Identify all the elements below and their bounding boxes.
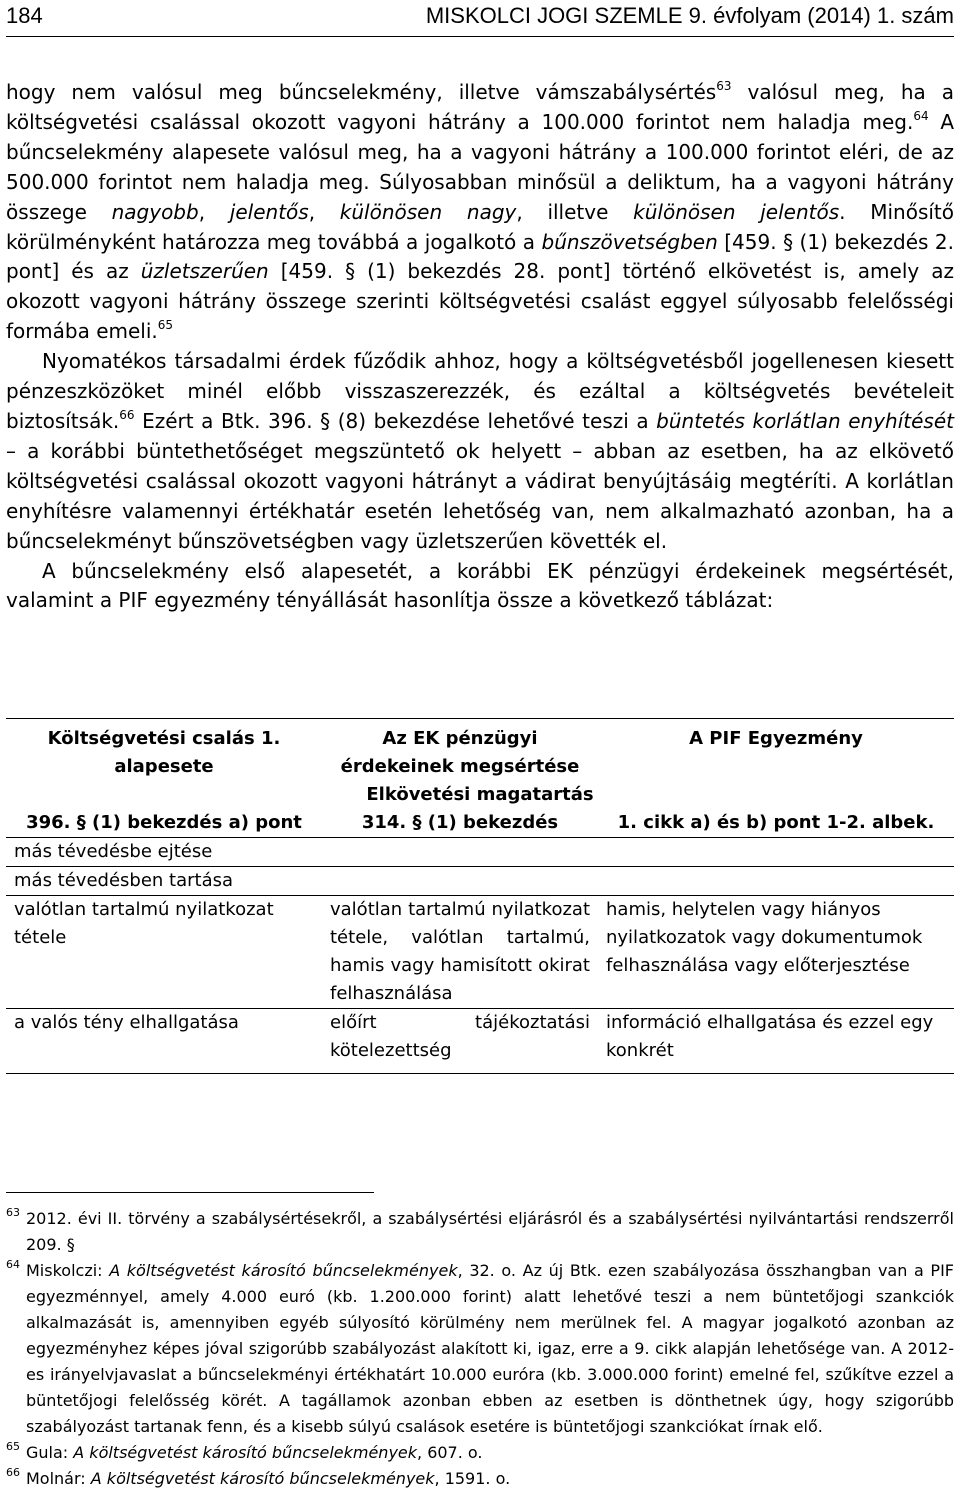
- table-cell: valótlan tartalmú nyilatkozat tétele: [6, 896, 322, 1009]
- text-run: ,: [198, 199, 230, 224]
- paragraph-1: [6, 78, 954, 347]
- table-row: [6, 896, 954, 1009]
- table-cell: [322, 838, 598, 867]
- footnote-author: Gula:: [26, 1443, 74, 1462]
- table-section-title: Elkövetési magatartás: [366, 784, 594, 805]
- emphasis: nagyobb: [111, 199, 199, 224]
- emphasis: jelentős: [229, 199, 309, 224]
- footnote-work-title: A költségvetést károsító bűncselekmények: [73, 1443, 418, 1462]
- table-cell: 1. cikk a) és b) pont 1-2. albek.: [617, 812, 935, 833]
- emphasis: bűnszövetségben: [541, 229, 718, 254]
- page-number: 184: [6, 3, 43, 28]
- text-run: Ezért a Btk. 396. § (8) bekezdése lehetővé teszi a: [134, 408, 657, 433]
- footnote-mark: 63: [6, 1206, 20, 1219]
- table-row: [6, 838, 954, 867]
- footnote-text: , 1591. o.: [434, 1469, 511, 1488]
- paragraph-2: [6, 347, 954, 556]
- table-cell: 396. § (1) bekezdés a) pont: [26, 812, 302, 833]
- footnote-ref[interactable]: 63: [716, 79, 732, 93]
- table-cell: valótlan tartalmú nyilatkozat tétele, valótlan tartalmú, hamis vagy hamisított okirat felhasználása: [322, 896, 598, 1009]
- footnote-text: , 32. o. Az új Btk. ezen szabályozása összhangban van a PIF egyezménnyel, amely 4.000 euró (kb. 1.200.000 forint) alatt lehetővé teszi a nem büntetőjogi szankciók alkalmazását is, amennyiben egyéb súlyosító körülmény nem merülnek fel. A magyar jogalkotó azonban az egyezményhez képes jóval szigorúbb szabályozást alakított ki, igaz, erre a 9. cikk alapján lehetősége van. A 2012-es irányelvjavaslat a bűncselekményi értékhatárt 10.000 euróra (kb. 3.000.000 forint) emelné fel, szűkítve ezzel a büntetőjogi felelősség körét. A tagállamok azonban ebben az esetben is dönthetnek úgy, hogy szigorúbb szabályozást tartanak fenn, és a kisebb súlyú csalások esetére is büntetőjogi szankciókat írnak elő.: [26, 1261, 954, 1436]
- text-run: Nyomatékos társadalmi érdek fűződik ahhoz, hogy a költségvetésből jogellenesen kiesett pénzeszközöket minél előbb visszaszerezzék, és ezáltal a költségvetés bevételeit biztosítsák.: [6, 349, 954, 433]
- text-run: , illetve: [516, 199, 634, 224]
- footnote-author: Molnár:: [26, 1469, 91, 1488]
- table-section-row: [6, 781, 954, 809]
- table-cell: más tévedésben tartása: [6, 867, 322, 896]
- text-run: . Minősítő körülményként határozza meg továbbá a jogalkotó a: [6, 199, 955, 254]
- footnote-ref[interactable]: 66: [119, 407, 135, 422]
- table-cell: információ elhallgatása és ezzel egy konkrét: [598, 1009, 954, 1074]
- table-cell: hamis, helytelen vagy hiányos nyilatkozatok vagy dokumentumok felhasználása vagy előterjesztése: [598, 896, 954, 1009]
- emphasis: különösen jelentős: [633, 199, 840, 224]
- table-header-cell: Az EK pénzügyi érdekeinek megsértése: [322, 719, 598, 782]
- table-row: [6, 867, 954, 896]
- footnote-mark: 66: [6, 1466, 20, 1479]
- footnote-ref[interactable]: 64: [913, 108, 929, 123]
- footnote-mark: 64: [6, 1258, 20, 1271]
- table-cell: 314. § (1) bekezdés: [361, 812, 559, 833]
- table-header-cell: Költségvetési csalás 1. alapesete: [6, 719, 322, 782]
- emphasis: különösen nagy: [339, 199, 517, 224]
- emphasis: üzletszerűen: [140, 259, 269, 284]
- paragraph-3: A bűncselekmény első alapesetét, a korábbi EK pénzügyi érdekeinek megsértését, valamint a PIF egyezmény tényállását hasonlítja össze a következő táblázat:: [6, 558, 954, 613]
- comparison-table: [6, 718, 954, 1074]
- footnote-mark: 65: [6, 1440, 20, 1453]
- footnote-separator: [6, 1192, 374, 1193]
- main-text: [6, 78, 954, 616]
- footnote-author: Miskolczi:: [26, 1261, 110, 1280]
- table-row: [6, 1009, 954, 1074]
- table-cell: a valós tény elhallgatása: [6, 1009, 322, 1074]
- footnote-work-title: A költségvetést károsító bűncselekmények: [90, 1469, 435, 1488]
- text-run: [459. § (1) bekezdés 2. pont] és az: [6, 229, 955, 284]
- text-run: A bűncselekmény alapesete valósul meg, ha a vagyoni hátrány a 100.000 forintot eléri, de az 500.000 forintot nem haladja meg. Súlyosabban minősül a deliktum, ha a vagyoni hátrány összege: [6, 109, 954, 224]
- table-header-cell: A PIF Egyezmény: [598, 719, 954, 782]
- text-run: – a korábbi büntethetőséget megszüntető ok helyett – abban az esetben, ha az elkövető költségvetési csalással okozott vagyoni hátrányt a vádirat benyújtásáig megtéríti. A korlátlan enyhítésre valamennyi értékhatár esetén lehetőség van, nem alkalmazható azonban, ha a bűncselekményt bűnszövetségben vagy üzletszerűen követték el.: [6, 438, 954, 553]
- footnote-text: 2012. évi II. törvény a szabálysértésekről, a szabálysértési eljárásról és a szabálysértési nyilvántartási rendszerről 209. §: [26, 1209, 954, 1254]
- footnote-63: [6, 1206, 954, 1258]
- table-cell: [598, 838, 954, 867]
- text-run: valósul meg, ha a költségvetési csalással okozott vagyoni hátrány a 100.000 forintot nem haladja meg.: [6, 80, 954, 134]
- text-run: [459. § (1) bekezdés 28. pont] történő elkövetést is, amely az okozott vagyoni hátrány összege szerinti költségvetési csalást eggyel súlyosabb felelősségi formába emeli.: [6, 259, 954, 344]
- table-cell: [322, 867, 598, 896]
- footnote-text: , 607. o.: [417, 1443, 483, 1462]
- footnote-work-title: A költségvetést károsító bűncselekmények: [109, 1261, 458, 1280]
- running-header: [6, 0, 954, 37]
- table-cell: más tévedésbe ejtése: [6, 838, 322, 867]
- emphasis: büntetés korlátlan enyhítését: [656, 408, 954, 433]
- table-ref-row: [6, 809, 954, 838]
- footnote-ref[interactable]: 65: [157, 318, 174, 333]
- table-cell: [598, 867, 954, 896]
- table-header-row: [6, 719, 954, 782]
- text-run: ,: [308, 199, 340, 224]
- text-run: hogy nem valósul meg bűncselekmény, illetve vámszabálysértés: [6, 80, 717, 104]
- footnote-65: [6, 1440, 954, 1466]
- footnote-66: [6, 1466, 954, 1492]
- footnotes: [6, 1206, 954, 1492]
- table-cell: előírt tájékoztatási kötelezettség: [322, 1009, 598, 1074]
- journal-title: MISKOLCI JOGI SZEMLE 9. évfolyam (2014) 1. szám: [425, 3, 954, 28]
- footnote-64: [6, 1258, 954, 1440]
